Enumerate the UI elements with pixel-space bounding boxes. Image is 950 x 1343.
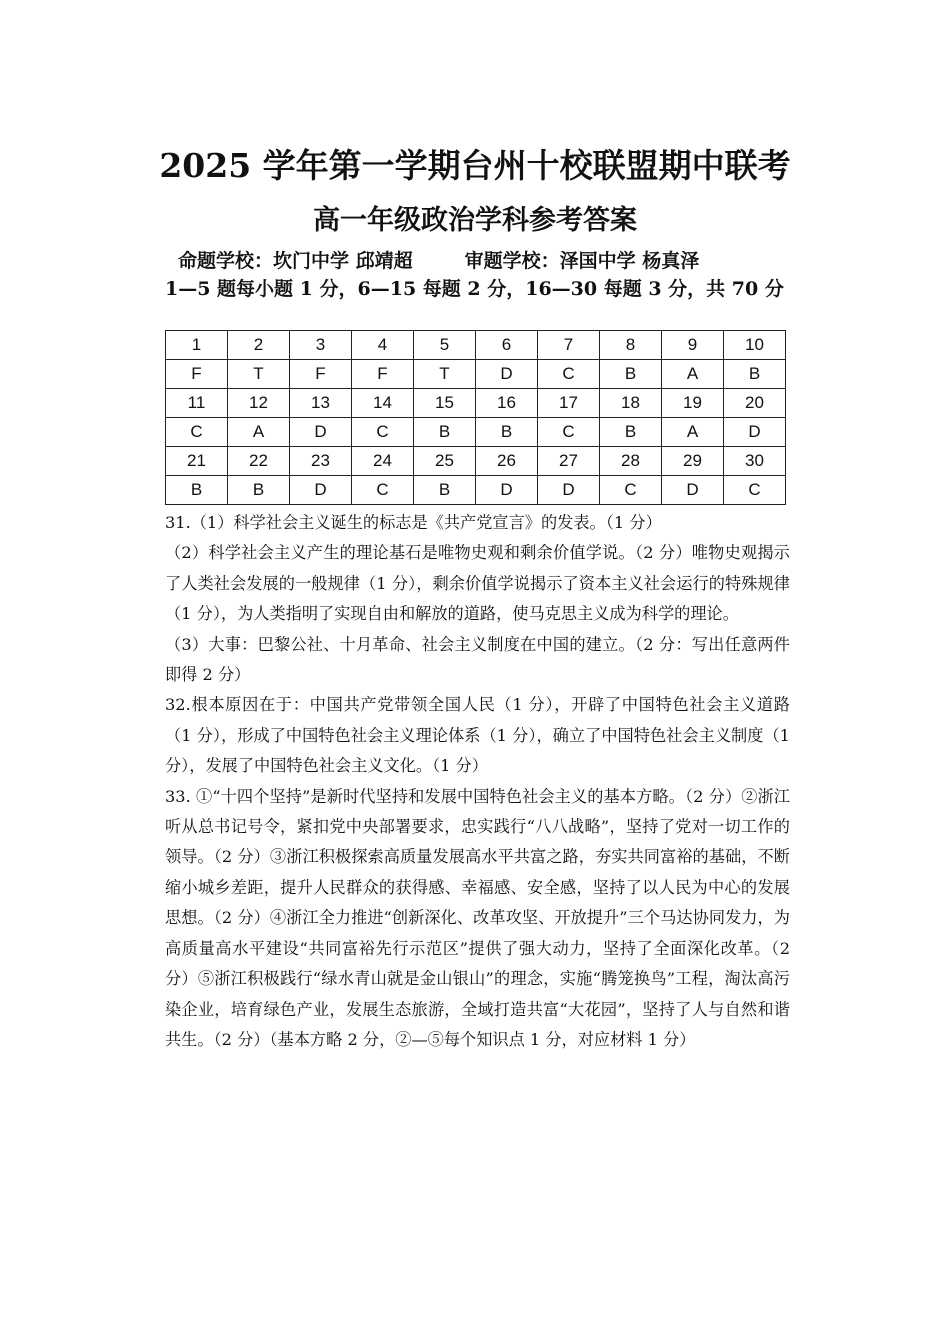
question-number-cell: 1 <box>166 331 228 360</box>
answer-cell: D <box>724 418 786 447</box>
question-number-cell: 6 <box>476 331 538 360</box>
question-number-row <box>166 447 786 476</box>
document-title: 2025 学年第一学期台州十校联盟期中联考 <box>159 146 791 185</box>
answer-cell: B <box>600 360 662 389</box>
question-number-cell: 5 <box>414 331 476 360</box>
question-number-cell: 19 <box>662 389 724 418</box>
question-number-cell: 25 <box>414 447 476 476</box>
question-number-cell: 15 <box>414 389 476 418</box>
q31-part2: （2）科学社会主义产生的理论基石是唯物史观和剩余价值学说。（2 分）唯物史观揭示了人类社会发展的一般规律（1 分），剩余价值学说揭示了资本主义社会运行的特殊规律（1 分），为人类指明了实现自由和解放的道路，使马克思主义成为科学的理论。 <box>165 543 790 624</box>
authors-line <box>178 246 699 273</box>
answer-cell: D <box>476 476 538 505</box>
q33-answer: 33. ①“十四个坚持”是新时代坚持和发展中国特色社会主义的基本方略。（2 分）②浙江听从总书记号令，紧扣党中央部署要求，忠实践行“八八战略”，坚持了党对一切工作的领导。（2 分）③浙江积极探索高质量发展高水平共富之路，夯实共同富裕的基础，不断缩小城乡差距，提升人民群众的获得感、幸福感、安全感，坚持了以人民为中心的发展思想。（2 分）④浙江全力推进“创新深化、改革攻坚、开放提升”三个马达协同发力，为高质量高水平建设“共同富裕先行示范区”提供了强大动力，坚持了全面深化改革。（2 分）⑤浙江积极践行“绿水青山就是金山银山”的理念，实施“腾笼换鸟”工程，淘汰高污染企业，培育绿色产业，发展生态旅游，全域打造共富“大花园”，坚持了人与自然和谐共生。（2 分）（基本方略 2 分，②—⑤每个知识点 1 分，对应材料 1 分） <box>165 786 790 1049</box>
answer-cell: C <box>538 418 600 447</box>
answer-cell: F <box>290 360 352 389</box>
question-number-cell: 18 <box>600 389 662 418</box>
q31-part3: （3）大事：巴黎公社、十月革命、社会主义制度在中国的建立。（2 分：写出任意两件即得 2 分） <box>165 634 790 685</box>
question-number-cell: 3 <box>290 331 352 360</box>
question-number-cell: 29 <box>662 447 724 476</box>
answer-cell: B <box>476 418 538 447</box>
question-number-row <box>166 389 786 418</box>
answer-row <box>166 476 786 505</box>
answer-row <box>166 360 786 389</box>
answer-table <box>165 330 786 505</box>
question-number-cell: 21 <box>166 447 228 476</box>
answer-cell: B <box>228 476 290 505</box>
question-number-cell: 7 <box>538 331 600 360</box>
reviewer-school: 审题学校：泽国中学 杨真泽 <box>464 250 700 272</box>
scoring-rule: 1—5 题每小题 1 分，6—15 每题 2 分，16—30 每题 3 分，共 70 分 <box>165 278 784 300</box>
question-number-cell: 24 <box>352 447 414 476</box>
answer-cell: D <box>290 476 352 505</box>
answer-cell: A <box>662 418 724 447</box>
answer-cell: C <box>600 476 662 505</box>
answer-cell: B <box>600 418 662 447</box>
answer-cell: D <box>476 360 538 389</box>
setter-school: 命题学校：坎门中学 邱靖超 <box>178 250 413 272</box>
question-number-cell: 22 <box>228 447 290 476</box>
question-number-cell: 20 <box>724 389 786 418</box>
answer-content <box>165 508 790 1055</box>
document-subtitle: 高一年级政治学科参考答案 <box>313 205 637 236</box>
answer-cell: T <box>228 360 290 389</box>
answer-cell: T <box>414 360 476 389</box>
answer-cell: F <box>166 360 228 389</box>
answer-cell: F <box>352 360 414 389</box>
answer-cell: B <box>414 418 476 447</box>
answer-cell: B <box>166 476 228 505</box>
answer-cell: C <box>352 418 414 447</box>
answer-cell: C <box>724 476 786 505</box>
q32-answer: 32.根本原因在于：中国共产党带领全国人民（1 分），开辟了中国特色社会主义道路（1 分），形成了中国特色社会主义理论体系（1 分），确立了中国特色社会主义制度（1 分），发展了中国特色社会主义文化。（1 分） <box>165 695 790 776</box>
question-number-cell: 12 <box>228 389 290 418</box>
question-number-cell: 28 <box>600 447 662 476</box>
answer-cell: C <box>352 476 414 505</box>
question-number-cell: 2 <box>228 331 290 360</box>
question-number-cell: 30 <box>724 447 786 476</box>
answer-row <box>166 418 786 447</box>
answer-cell: C <box>166 418 228 447</box>
answer-cell: D <box>662 476 724 505</box>
question-number-cell: 4 <box>352 331 414 360</box>
question-number-cell: 26 <box>476 447 538 476</box>
question-number-cell: 14 <box>352 389 414 418</box>
question-number-cell: 17 <box>538 389 600 418</box>
question-number-cell: 8 <box>600 331 662 360</box>
question-number-cell: 23 <box>290 447 352 476</box>
answer-cell: B <box>724 360 786 389</box>
question-number-cell: 27 <box>538 447 600 476</box>
answer-cell: C <box>538 360 600 389</box>
question-number-cell: 10 <box>724 331 786 360</box>
question-number-cell: 9 <box>662 331 724 360</box>
question-number-cell: 11 <box>166 389 228 418</box>
question-number-row <box>166 331 786 360</box>
answer-cell: B <box>414 476 476 505</box>
answer-cell: A <box>228 418 290 447</box>
answer-cell: D <box>538 476 600 505</box>
question-number-cell: 16 <box>476 389 538 418</box>
answer-cell: A <box>662 360 724 389</box>
q31-part1: 31.（1）科学社会主义诞生的标志是《共产党宣言》的发表。（1 分） <box>165 513 662 532</box>
answer-cell: D <box>290 418 352 447</box>
question-number-cell: 13 <box>290 389 352 418</box>
